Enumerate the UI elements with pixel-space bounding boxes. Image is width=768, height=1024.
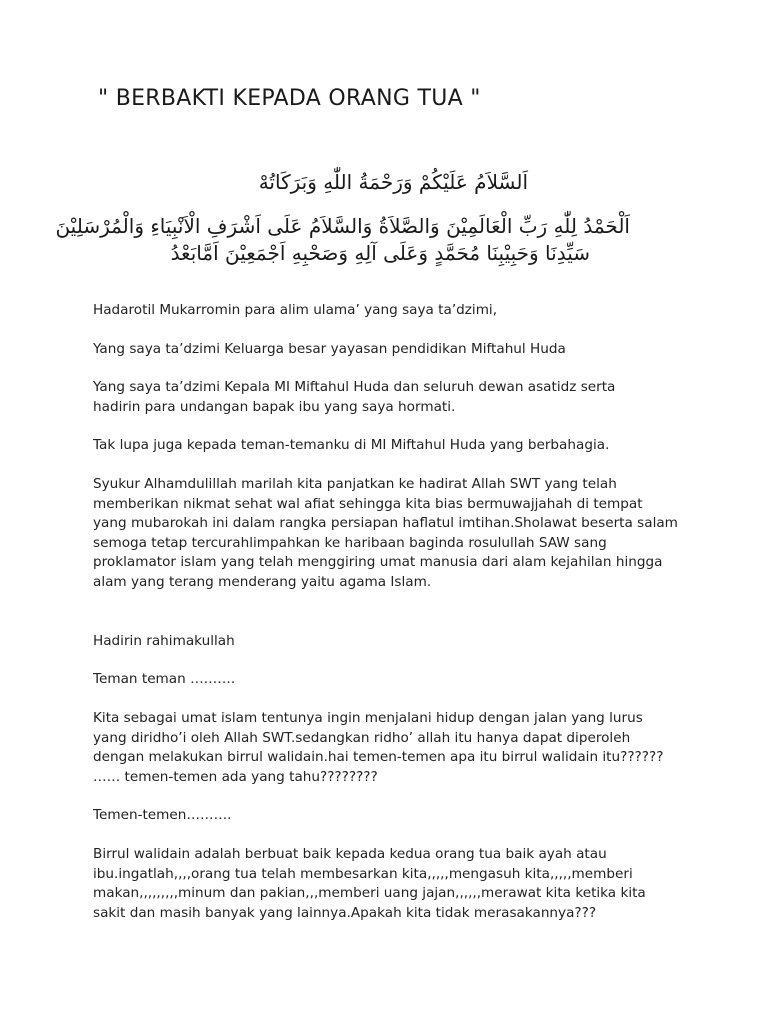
paragraph-hadirin: Hadirin rahimakullah <box>93 633 235 649</box>
paragraph-birrul-question: Kita sebagai umat islam tentunya ingin menjalani hidup dengan jalan yang lurus yang diridho’i oleh Allah SWT.sedangkan ridho’ allah itu hanya dapat diperoleh dengan melakukan birrul walidain.hai temen-temen apa itu birrul walidain itu?????? …… temen-temen ada yang tahu???????? <box>93 710 664 785</box>
paragraph-greeting-kepala: Yang saya ta’dzimi Kepala MI Miftahul Huda dan seluruh dewan asatidz serta hadirin para undangan bapak ibu yang saya hormati. <box>93 379 616 415</box>
paragraph-greeting-ulama: Hadarotil Mukarromin para alim ulama’ yang saya ta’dzimi, <box>93 302 498 318</box>
document-title: " BERBAKTI KEPADA ORANG TUA " <box>98 86 481 111</box>
paragraph-birrul-definition: Birrul walidain adalah berbuat baik kepada kedua orang tua baik ayah atau ibu.ingatlah,,,,orang tua telah membesarkan kita,,,,,mengasuh kita,,,,,memberi makan,,,,,,,,,minum dan pakian,,,memberi uang jajan,,,,,,merawat kita ketika kita sakit dan masih banyak yang lainnya.Apakah kita tidak merasakannya??? <box>93 846 646 921</box>
arabic-opening-line-2: سَيِّدِنَا وَحَبِيْبِنَا مُحَمَّدٍ وَعَلَى آلِهِ وَصَحْبِهِ اَجْمَعِيْنَ اَمَّابَعْدُ <box>170 241 590 265</box>
paragraph-syukur: Syukur Alhamdulillah marilah kita panjatkan ke hadirat Allah SWT yang telah memberikan nikmat sehat wal afiat sehingga kita bias bermuwajjahah di tempat yang mubarokah ini dalam rangka persiapan haflatul imtihan.Sholawat beserta salam semoga tetap tercurahlimpahkan ke haribaan baginda rosulullah SAW sang proklamator islam yang telah menggiring umat manusia dari alam kejahilan hingga alam yang terang menderang yaitu agama Islam. <box>93 476 678 590</box>
paragraph-greeting-teman: Tak lupa juga kepada teman-temanku di MI Miftahul Huda yang berbahagia. <box>93 437 610 453</box>
paragraph-greeting-keluarga: Yang saya ta’dzimi Keluarga besar yayasan pendidikan Miftahul Huda <box>93 341 566 357</box>
arabic-opening-line-1: اَلْحَمْدُ لِلّٰهِ رَبِّ الْعَالَمِيْنَ وَالصَّلاَةُ وَالسَّلاَمُ عَلَى اَشْرَفِ الْاَنْبِيَاءِ وَالْمُرْسَلِيْنَ <box>55 214 630 238</box>
paragraph-temen-temen: Temen-temen………. <box>93 807 232 823</box>
paragraph-teman-teman: Teman teman ………. <box>93 671 236 687</box>
arabic-greeting: اَلسَّلاَمُ عَلَيْكُمْ وَرَحْمَةُ اللّٰهِ وَبَرَكَاتُهْ <box>258 170 528 194</box>
